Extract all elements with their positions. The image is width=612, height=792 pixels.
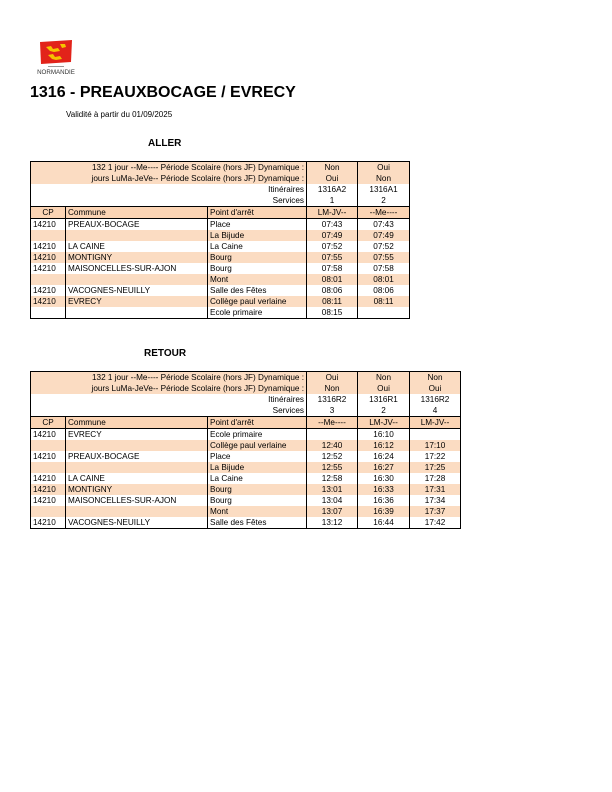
header-value: 1316A1 (358, 184, 410, 195)
header-label: 132 1 jour --Me---- Période Scolaire (hors JF) Dynamique : (31, 372, 307, 384)
departure-time: 07:55 (307, 252, 358, 263)
stop-row (31, 219, 410, 231)
postal-code: 14210 (31, 484, 66, 495)
departure-time: 17:22 (410, 451, 461, 462)
cp-header: CP (31, 417, 66, 429)
header-value: Non (307, 383, 358, 394)
commune-name: VACOGNES-NEUILLY (66, 285, 208, 296)
stop-name: Salle des Fêtes (208, 285, 307, 296)
departure-time: 07:52 (307, 241, 358, 252)
commune-name: MAISONCELLES-SUR-AJON (66, 263, 208, 274)
postal-code (31, 307, 66, 319)
departure-time: 16:44 (358, 517, 410, 529)
commune-name: MAISONCELLES-SUR-AJON (66, 495, 208, 506)
stop-row (31, 252, 410, 263)
header-value: Oui (410, 383, 461, 394)
service-days-header: LM-JV-- (358, 417, 410, 429)
postal-code (31, 274, 66, 285)
header-value: 2 (358, 195, 410, 207)
header-value: Oui (307, 372, 358, 384)
departure-time: 07:58 (358, 263, 410, 274)
commune-name: LA CAINE (66, 241, 208, 252)
postal-code: 14210 (31, 263, 66, 274)
departure-time: 12:40 (307, 440, 358, 451)
header-value: 4 (410, 405, 461, 417)
departure-time (307, 429, 358, 441)
commune-name (66, 230, 208, 241)
header-value: 1316R2 (410, 394, 461, 405)
stop-row (31, 462, 461, 473)
validity-date: Validité à partir du 01/09/2025 (66, 110, 173, 119)
stop-name: Mont (208, 274, 307, 285)
header-label: Itinéraires (31, 184, 307, 195)
aller-timetable (30, 161, 410, 319)
commune-header: Commune (66, 417, 208, 429)
commune-name: EVRECY (66, 296, 208, 307)
header-value: Oui (358, 162, 410, 174)
departure-time (358, 307, 410, 319)
postal-code: 14210 (31, 252, 66, 263)
postal-code (31, 462, 66, 473)
stop-row (31, 274, 410, 285)
header-row (31, 405, 461, 417)
stop-name: La Caine (208, 241, 307, 252)
commune-name: VACOGNES-NEUILLY (66, 517, 208, 529)
commune-name (66, 462, 208, 473)
header-label: 132 1 jour --Me---- Période Scolaire (hors JF) Dynamique : (31, 162, 307, 174)
departure-time: 13:12 (307, 517, 358, 529)
departure-time: 12:55 (307, 462, 358, 473)
stop-row (31, 451, 461, 462)
column-header-row (31, 417, 461, 429)
departure-time: 13:01 (307, 484, 358, 495)
departure-time: 17:37 (410, 506, 461, 517)
stop-row (31, 285, 410, 296)
stop-row (31, 473, 461, 484)
departure-time: 17:31 (410, 484, 461, 495)
header-value: 1316A2 (307, 184, 358, 195)
header-label: jours LuMa-JeVe-- Période Scolaire (hors JF) Dynamique : (31, 173, 307, 184)
departure-time: 07:49 (358, 230, 410, 241)
departure-time: 07:43 (358, 219, 410, 231)
stop-name: La Bijude (208, 462, 307, 473)
header-label: Services (31, 405, 307, 417)
stop-header: Point d'arrêt (208, 417, 307, 429)
departure-time: 08:01 (358, 274, 410, 285)
postal-code (31, 440, 66, 451)
header-value: Non (410, 372, 461, 384)
departure-time: 17:10 (410, 440, 461, 451)
stop-row (31, 296, 410, 307)
stop-row (31, 429, 461, 441)
postal-code: 14210 (31, 473, 66, 484)
departure-time: 07:58 (307, 263, 358, 274)
departure-time: 16:24 (358, 451, 410, 462)
departure-time: 17:25 (410, 462, 461, 473)
postal-code (31, 230, 66, 241)
departure-time: 17:34 (410, 495, 461, 506)
stop-row (31, 263, 410, 274)
commune-name: MONTIGNY (66, 252, 208, 263)
header-value: 1316R2 (307, 394, 358, 405)
stop-row (31, 495, 461, 506)
stop-name: Collège paul verlaine (208, 440, 307, 451)
header-row (31, 162, 410, 174)
retour-timetable (30, 371, 461, 529)
departure-time: 08:11 (358, 296, 410, 307)
header-value: Oui (358, 383, 410, 394)
stop-name: Place (208, 219, 307, 231)
stop-row (31, 241, 410, 252)
postal-code: 14210 (31, 429, 66, 441)
departure-time: 16:10 (358, 429, 410, 441)
stop-header: Point d'arrêt (208, 207, 307, 219)
stop-row (31, 440, 461, 451)
service-days-header: --Me---- (307, 417, 358, 429)
header-value: 1 (307, 195, 358, 207)
departure-time: 08:06 (307, 285, 358, 296)
header-value: Non (358, 372, 410, 384)
commune-name (66, 440, 208, 451)
stop-name: Place (208, 451, 307, 462)
postal-code (31, 506, 66, 517)
departure-time: 13:04 (307, 495, 358, 506)
departure-time: 12:58 (307, 473, 358, 484)
header-value: Non (358, 173, 410, 184)
commune-name: PREAUX-BOCAGE (66, 451, 208, 462)
retour-heading: RETOUR (144, 348, 187, 359)
postal-code: 14210 (31, 296, 66, 307)
stop-name: Mont (208, 506, 307, 517)
departure-time: 12:52 (307, 451, 358, 462)
postal-code: 14210 (31, 495, 66, 506)
departure-time: 07:43 (307, 219, 358, 231)
commune-name: LA CAINE (66, 473, 208, 484)
departure-time: 17:42 (410, 517, 461, 529)
departure-time: 16:33 (358, 484, 410, 495)
normandie-logo (34, 40, 78, 76)
departure-time: 16:39 (358, 506, 410, 517)
departure-time: 07:49 (307, 230, 358, 241)
logo-text: NORMANDIE (37, 69, 75, 76)
header-row (31, 184, 410, 195)
departure-time: 16:36 (358, 495, 410, 506)
commune-name (66, 506, 208, 517)
stop-name: Collège paul verlaine (208, 296, 307, 307)
stop-name: La Caine (208, 473, 307, 484)
service-days-header: LM-JV-- (307, 207, 358, 219)
departure-time: 08:11 (307, 296, 358, 307)
departure-time: 16:30 (358, 473, 410, 484)
departure-time: 13:07 (307, 506, 358, 517)
header-label: Itinéraires (31, 394, 307, 405)
column-header-row (31, 207, 410, 219)
header-row (31, 383, 461, 394)
commune-header: Commune (66, 207, 208, 219)
departure-time: 08:15 (307, 307, 358, 319)
service-days-header: LM-JV-- (410, 417, 461, 429)
stop-row (31, 307, 410, 319)
header-value: 3 (307, 405, 358, 417)
departure-time: 07:55 (358, 252, 410, 263)
header-row (31, 195, 410, 207)
stop-row (31, 484, 461, 495)
cp-header: CP (31, 207, 66, 219)
commune-name: PREAUX-BOCAGE (66, 219, 208, 231)
service-days-header: --Me---- (358, 207, 410, 219)
postal-code: 14210 (31, 517, 66, 529)
postal-code: 14210 (31, 451, 66, 462)
page-title: 1316 - PREAUXBOCAGE / EVRECY (30, 84, 296, 101)
stop-name: Salle des Fêtes (208, 517, 307, 529)
stop-name: Ecole primaire (208, 429, 307, 441)
commune-name (66, 274, 208, 285)
header-row (31, 372, 461, 384)
departure-time: 08:06 (358, 285, 410, 296)
header-row (31, 173, 410, 184)
aller-heading: ALLER (148, 138, 182, 149)
stop-row (31, 230, 410, 241)
departure-time (410, 429, 461, 441)
commune-name: MONTIGNY (66, 484, 208, 495)
departure-time: 07:52 (358, 241, 410, 252)
stop-name: La Bijude (208, 230, 307, 241)
stop-row (31, 517, 461, 529)
commune-name: EVRECY (66, 429, 208, 441)
postal-code: 14210 (31, 219, 66, 231)
departure-time: 16:27 (358, 462, 410, 473)
departure-time: 16:12 (358, 440, 410, 451)
stop-name: Bourg (208, 263, 307, 274)
departure-time: 17:28 (410, 473, 461, 484)
commune-name (66, 307, 208, 319)
header-label: Services (31, 195, 307, 207)
postal-code: 14210 (31, 285, 66, 296)
header-row (31, 394, 461, 405)
stop-name: Bourg (208, 484, 307, 495)
header-value: 1316R1 (358, 394, 410, 405)
postal-code: 14210 (31, 241, 66, 252)
stop-name: Bourg (208, 495, 307, 506)
header-value: Oui (307, 173, 358, 184)
header-value: Non (307, 162, 358, 174)
header-label: jours LuMa-JeVe-- Période Scolaire (hors JF) Dynamique : (31, 383, 307, 394)
header-value: 2 (358, 405, 410, 417)
stop-name: Bourg (208, 252, 307, 263)
stop-name: Ecole primaire (208, 307, 307, 319)
stop-row (31, 506, 461, 517)
departure-time: 08:01 (307, 274, 358, 285)
